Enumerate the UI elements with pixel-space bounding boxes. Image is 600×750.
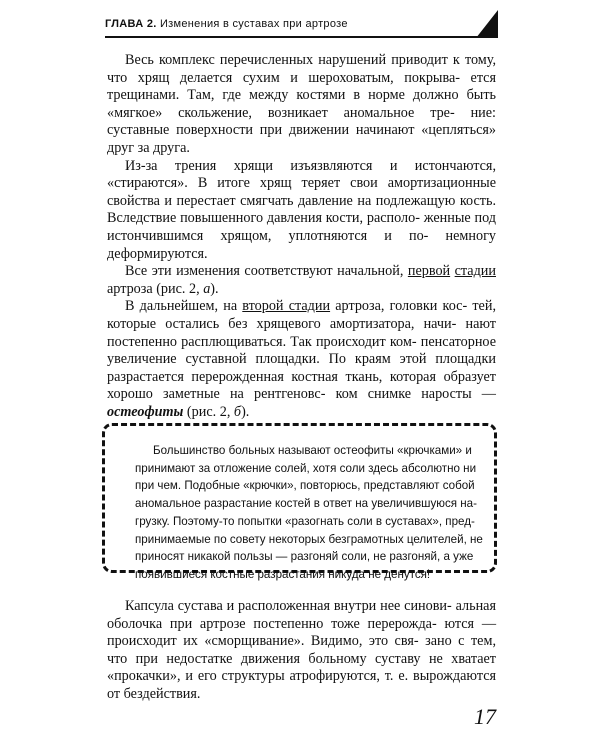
text-line: нают постепенно расплющиваться. Так происходит ком- [107,315,497,350]
text-line: Весь комплекс перечисленных нарушений приводит к [125,52,460,68]
text-line: этой площадки разрастается перерожденная костная [107,351,497,385]
callout-text [135,442,483,584]
text-line: свойства и перестает смягчать давление на подлежащую [107,192,456,209]
paragraph-3 [107,263,496,298]
callout-line: Большинство больных называют остеофиты «крючками» и [153,444,472,457]
paragraph-4-text-c: ком снимке наросты — [335,386,496,403]
text-line: немногу деформируются. [107,227,496,262]
text-line: Из-за трения хрящи изъязвляются и истончаются, [125,157,496,174]
callout-line: грузку. Поэтому-то попытки «разогнать соли в суставах», пред- [135,514,475,528]
paragraph-4-text-b: артроза, головки кос- [330,298,468,315]
paragraph-4-text-e: ). [241,403,250,420]
text-line: «цепляться» друг за друга. [107,122,496,156]
figure-ref-b: б [233,403,242,420]
header-corner-mark [476,10,498,38]
callout-line: приносят никакой пользы — разгоняй соли, не разгоняй, а уже [135,550,474,564]
second-stage-link: второй стадии [242,298,331,315]
paragraph-1 [107,52,496,158]
paragraph-4-text-d: (рис. 2, [183,403,234,420]
figure-ref-a: а [203,280,211,297]
body-text-top [107,52,496,421]
first-stage-link-word-1: первой [407,263,451,280]
paragraph-4-text-a: В дальнейшем, на [125,298,238,315]
text-line: ткань, которая образует хорошо заметные на рентгеновс- [107,368,496,403]
text-line: альная оболочка при артрозе постепенно тоже перерожда- [107,598,496,632]
callout-line: аномальное разрастание костей в ответ на увеличившуюся на- [135,497,477,511]
text-line: зано с тем, что при недостатке движения больному суставу [107,633,496,667]
running-header-title [105,18,348,30]
callout-line: принимают за отложение солей, хотя соли здесь абсолютно ни [135,461,477,475]
paragraph-3-text-b: артроза (рис. 2, [107,280,204,297]
text-line: ние: суставные поверхности при движении начинают [107,104,496,139]
first-stage-link-word-2: стадии [454,263,496,280]
callout-line: появившиеся костные разрастания никуда не денутся! [135,567,431,581]
paragraph-3-text-a: Все эти изменения соответствуют начальной, [125,263,404,280]
chapter-label: ГЛАВА 2. [105,18,157,30]
callout-line: при чем. Подобные «крючки», повторюсь, представляют собой [135,479,475,493]
text-line: тей, которые остались без хрящевого амортизатора, начи- [107,298,496,332]
page-number: 17 [474,704,496,729]
text-line: кость. Вследствие повышенного давления кости, располо- [107,192,496,227]
callout-box [102,423,497,581]
text-line: быть «мягкое» скольжение, возникает аномальное тре- [107,87,496,121]
running-header [105,10,498,38]
paragraph-3-text-c: ). [210,280,219,297]
text-line: тому, что хрящ делается сухим и шероховатым, покрыва- [107,52,496,86]
text-line: ется трещинами. Там, где между костями в норме должно [107,69,497,104]
text-line: т. е. вырождаются от бездействия. [107,668,497,702]
text-line: Капсула сустава и расположенная внутри нее синови- [125,598,452,614]
text-line: женные под истончившимся хрящом, уплотняются и по- [107,210,496,244]
text-line: пенсаторное увеличение суставной площадки. По краям [107,333,496,368]
text-line: ются — происходит их «сморщивание». Видимо, это свя- [107,615,497,650]
osteophytes-term: остеофиты [107,403,184,420]
callout-line: принимаемые по совету некоторых безграмотных целителей, не [135,532,483,546]
paragraph-5 [107,598,496,704]
chapter-title: Изменения в суставах при артрозе [159,18,348,30]
text-line: не хватает «прокачки», и его структуры атрофируются, [107,650,497,685]
text-line: «стираются». В итоге хрящ теряет свои амортизационные [107,175,496,192]
header-rule [105,36,478,38]
body-text-bottom [107,598,496,704]
paragraph-2 [107,158,496,264]
paragraph-4 [107,298,496,421]
